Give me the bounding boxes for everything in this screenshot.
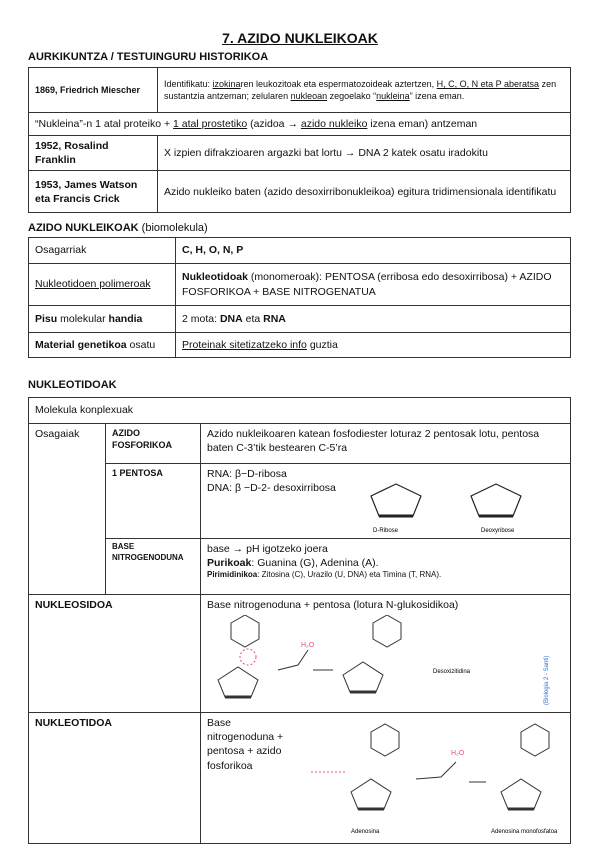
page-title: 7. AZIDO NUKLEIKOAK <box>222 30 378 46</box>
nucleotides-table <box>28 397 571 844</box>
nucleoside-reaction-image <box>203 615 565 710</box>
rna-sugar: RNA: β−D-ribosa <box>207 468 287 480</box>
svg-text:Adenosina: Adenosina <box>351 829 380 835</box>
value: C, H, O, N, P <box>176 238 571 264</box>
ribose-structures-image <box>351 466 571 536</box>
table-row <box>29 424 571 464</box>
nucleotide-label: NUKLEOTIDOA <box>29 713 201 844</box>
svg-text:D-Ribose: D-Ribose <box>373 528 399 534</box>
description: Azido nukleiko baten (azido desoxirribonukleikoa) egitura tridimensionala identifikatu <box>158 171 571 213</box>
value: Proteinak sitetizatzeko info guztia <box>176 333 571 358</box>
section-heading-nucleotides: NUKLEOTIDOAK <box>28 379 117 391</box>
svg-text:(Biologia 2 - Santi): (Biologia 2 - Santi) <box>544 655 550 705</box>
table-row <box>29 238 571 264</box>
table-row <box>29 306 571 333</box>
table-row <box>29 136 571 171</box>
component-desc <box>201 464 571 539</box>
complex-label: Molekula konplexuak <box>29 398 571 424</box>
table-row <box>29 264 571 306</box>
nucleoside-desc: Base nitrogenoduna + pentosa (lotura N-glukosidikoa) H₂O Desoxizitidina (Biologia 2 - Santi) <box>201 595 571 713</box>
value: 2 mota: DNA eta RNA <box>176 306 571 333</box>
table-row <box>29 171 571 213</box>
table-row <box>29 595 571 713</box>
component-name: BASE NITROGENODUNA <box>106 539 201 595</box>
components-label: Osagaiak <box>29 424 106 595</box>
dna-sugar: DNA: β −D-2- desoxirribosa <box>207 482 336 495</box>
description: X izpien difrakzioaren argazki bat lortu → DNA 2 katek osatu iradokitu <box>158 136 571 171</box>
value: Nukleotidoak (monomeroak): PENTOSA (erribosa edo desoxirribosa) + AZIDO FOSFORIKOA + BASE NITROGENATUA <box>176 264 571 306</box>
section-heading-history: AURKIKUNTZA / TESTUINGURU HISTORIKOA <box>28 51 269 63</box>
svg-text:Adenosina monofosfatoa: Adenosina monofosfatoa <box>491 829 558 835</box>
property: Pisu molekular handia <box>29 306 176 333</box>
property: Osagarriak <box>29 238 176 264</box>
discoverer: 1869, Friedrich Miescher <box>29 68 158 113</box>
table-row <box>29 398 571 424</box>
section-heading-nucleic-acids: AZIDO NUKLEIKOAK (biomolekula) <box>28 222 208 234</box>
table-row <box>29 333 571 358</box>
component-desc: Azido nukleikoaren katean fosfodiester loturaz 2 pentosak lotu, pentosa baten C-3’tik bestearen C-5’ra <box>201 424 571 464</box>
history-table <box>28 67 571 213</box>
svg-text:H₂O: H₂O <box>301 642 315 649</box>
svg-text:Deoxyribose: Deoxyribose <box>481 528 515 534</box>
svg-text:H₂O: H₂O <box>451 750 465 757</box>
property: Material genetikoa osatu <box>29 333 176 358</box>
component-name: 1 PENTOSA <box>106 464 201 539</box>
nucleoside-label: NUKLEOSIDOA <box>29 595 201 713</box>
property: Nukleotidoen polimeroak <box>29 264 176 306</box>
nucleic-acids-table <box>28 237 571 358</box>
component-name: AZIDO FOSFORIKOA <box>106 424 201 464</box>
description: Identifikatu: izokinaren leukozitoak eta espermatozoideak aztertzen, H, C, O, N eta P aberatsa zen sustantzia antzeman; zelularen nukleoan zegoelako “nukleina” izena eman. <box>158 68 571 113</box>
table-row <box>29 464 571 539</box>
description: “Nukleina”-n 1 atal proteiko + 1 atal prostetiko (azidoa → azido nukleiko izena eman) antzeman <box>29 113 571 136</box>
nucleotide-reaction-image <box>291 717 566 842</box>
component-desc: base → pH igotzeko joera Purikoak: Guanina (G), Adenina (A). Pirimidinikoa: Zitosina (C), Urazilo (U, DNA) eta Timina (T, RNA). <box>201 539 571 595</box>
nucleotide-desc: Base nitrogenoduna + pentosa + azido fosforikoa H₂O Adenosina Adenosina monofosfatoa <box>201 713 571 844</box>
svg-text:Desoxizitidina: Desoxizitidina <box>433 669 471 675</box>
discoverer: 1953, James Watson eta Francis Crick <box>29 171 158 213</box>
table-row <box>29 539 571 595</box>
table-row <box>29 713 571 844</box>
discoverer: 1952, Rosalind Franklin <box>29 136 158 171</box>
table-row <box>29 113 571 136</box>
table-row <box>29 68 571 113</box>
